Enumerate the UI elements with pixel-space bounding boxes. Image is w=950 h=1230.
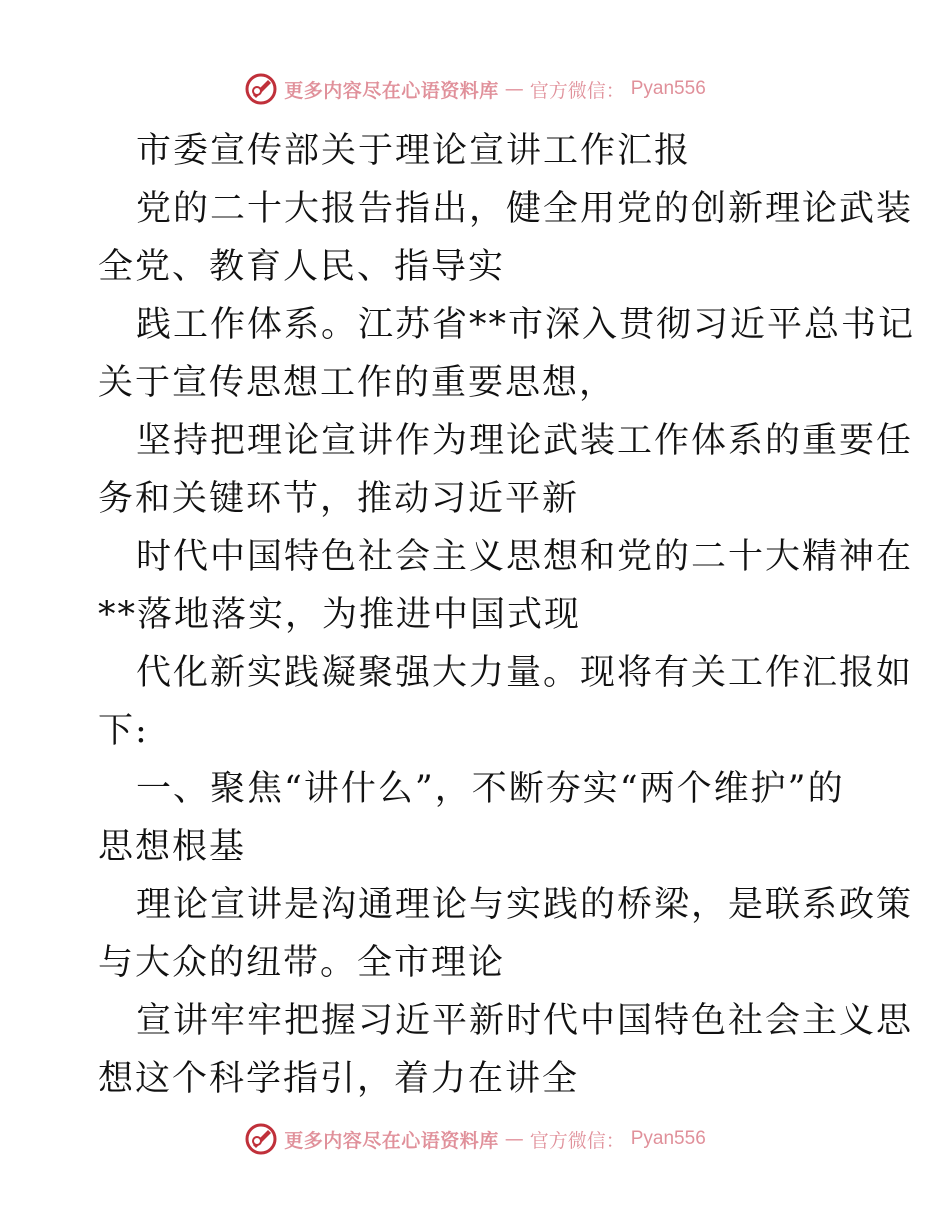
paragraph-line: 全党、教育人民、指导实	[98, 247, 506, 287]
paragraph-line: 坚持把理论宣讲作为理论武装工作体系的重要任	[136, 421, 914, 461]
paragraph-line: 践工作体系。江苏省**市深入贯彻习近平总书记	[136, 305, 916, 345]
paragraph-line: 理论宣讲是沟通理论与实践的桥梁，是联系政策	[136, 885, 914, 925]
paragraph-line: 关于宣传思想工作的重要思想，	[98, 363, 617, 403]
watermark-separator: —	[504, 1128, 524, 1150]
paragraph-line: 务和关键环节，推动习近平新	[98, 479, 580, 519]
watermark-wechat-label: 官方微信：	[529, 1129, 625, 1152]
section-heading: 思想根基	[98, 827, 247, 867]
header-watermark	[0, 72, 950, 106]
paragraph-line: 与大众的纽带。全市理论	[98, 943, 506, 983]
paragraph-line: 宣讲牢牢把握习近平新时代中国特色社会主义思	[136, 1001, 914, 1041]
watermark-separator: —	[504, 78, 524, 100]
section-heading: 一、聚焦“讲什么”，不断夯实“两个维护”的	[136, 769, 845, 809]
document-body	[98, 122, 916, 1108]
paragraph-line: 代化新实践凝聚强大力量。现将有关工作汇报如	[136, 653, 914, 693]
watermark-wechat-label: 官方微信：	[529, 79, 625, 102]
paragraph-line: 时代中国特色社会主义思想和党的二十大精神在	[136, 537, 914, 577]
watermark-logo-icon	[244, 72, 278, 106]
watermark-site-text: 更多内容尽在心语资料库	[284, 79, 499, 102]
document-title: 市委宣传部关于理论宣讲工作汇报	[136, 131, 692, 171]
watermark-wechat-id: Pyan556	[630, 78, 706, 99]
watermark-wechat-id: Pyan556	[630, 1128, 706, 1149]
paragraph-line: 想这个科学指引，着力在讲全	[98, 1059, 580, 1099]
watermark-site-text: 更多内容尽在心语资料库	[284, 1129, 499, 1152]
paragraph-line: **落地落实，为推进中国式现	[98, 595, 582, 635]
paragraph-line: 党的二十大报告指出，健全用党的创新理论武装	[136, 189, 914, 229]
footer-watermark	[0, 1122, 950, 1156]
watermark-logo-icon	[244, 1122, 278, 1156]
paragraph-line: 下:	[98, 711, 149, 751]
